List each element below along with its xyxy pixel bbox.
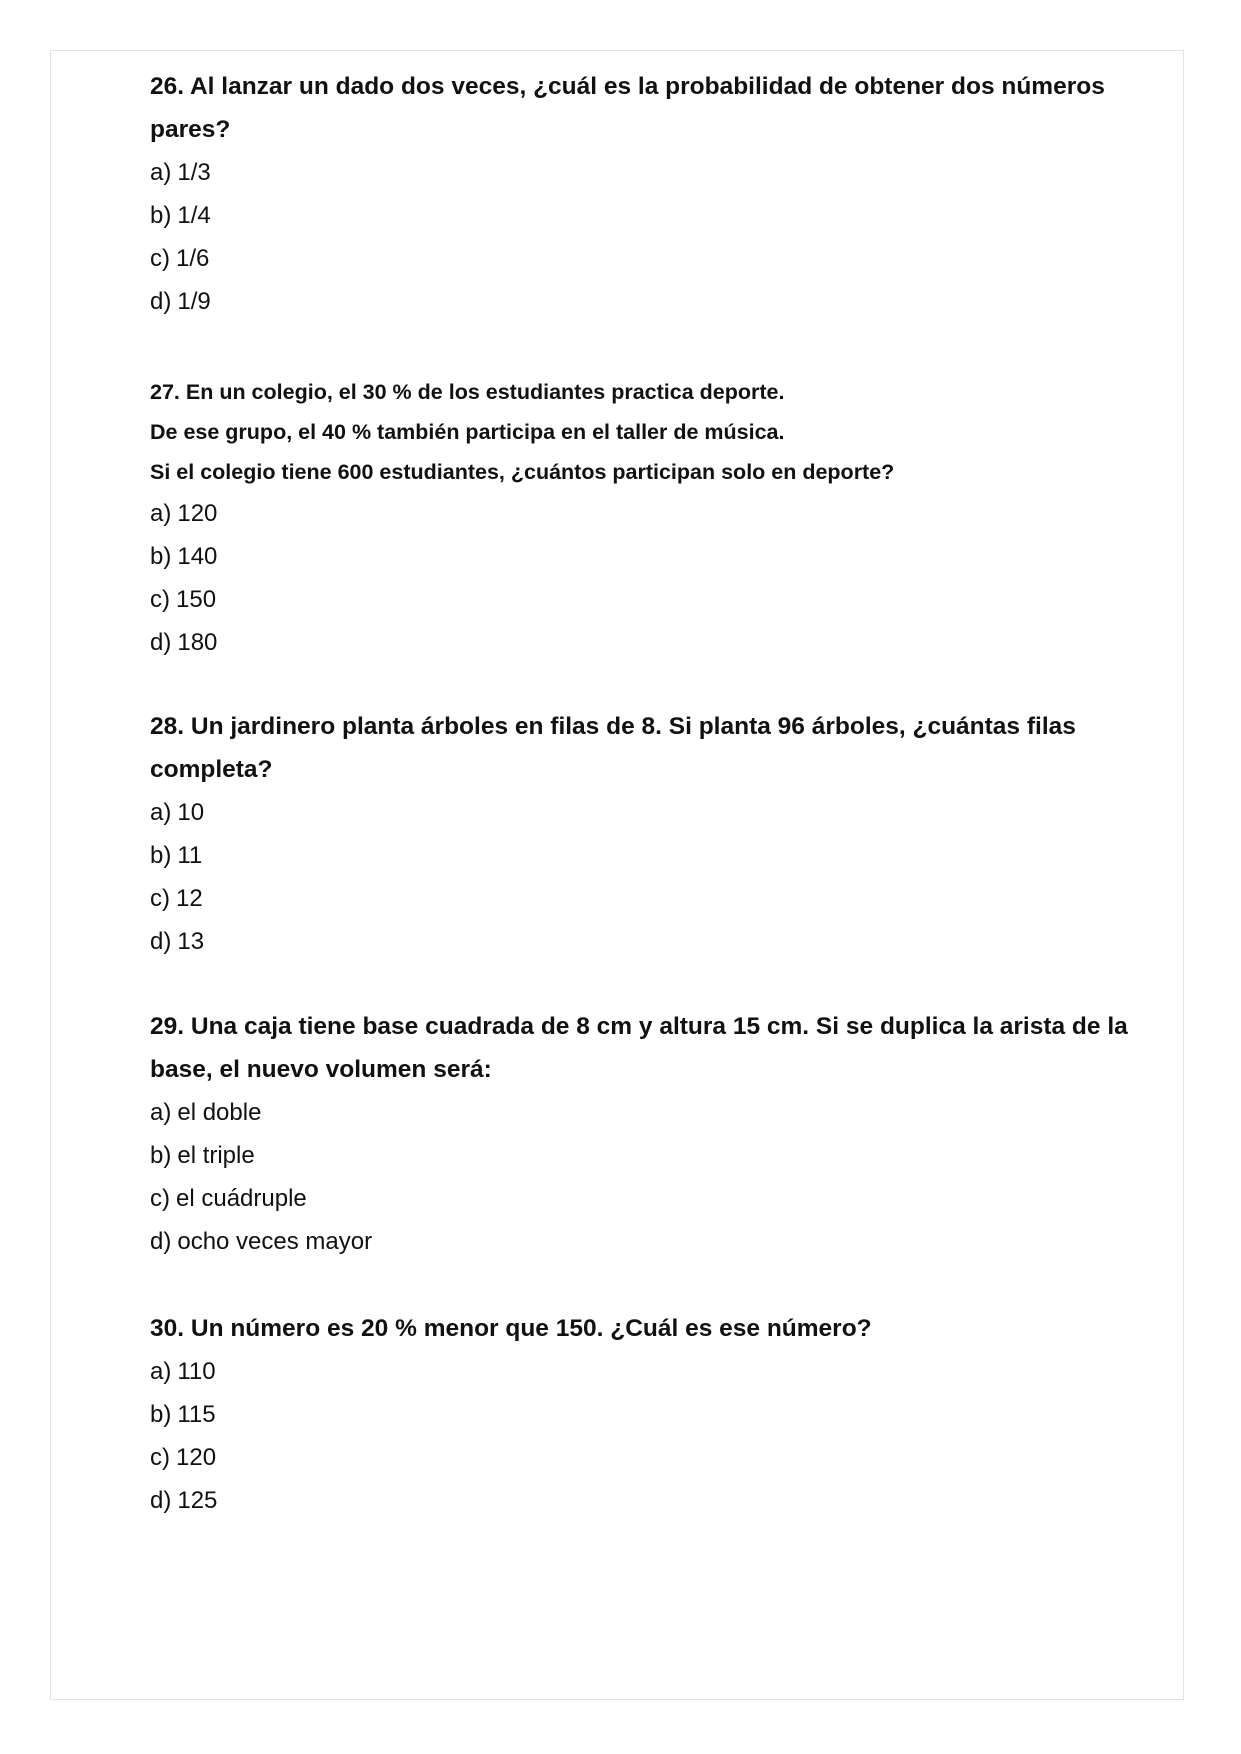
option-letter: b): [150, 1142, 172, 1169]
option-value: el doble: [177, 1099, 262, 1126]
option-letter: b): [150, 202, 172, 229]
option-letter: a): [150, 1358, 172, 1385]
question-text: [150, 1307, 1150, 1350]
answer-options: [150, 151, 1150, 323]
option-value: ocho veces mayor: [177, 1228, 373, 1255]
question-statement: Un número es 20 % menor que 150. ¿Cuál es ese número?: [190, 1315, 872, 1342]
option-a: [150, 791, 1150, 834]
option-letter: a): [150, 500, 172, 527]
question-26: [150, 65, 1150, 323]
option-value: 150: [176, 586, 217, 613]
option-value: 10: [177, 799, 205, 826]
question-statement: Una caja tiene base cuadrada de 8 cm y altura 15 cm. Si se duplica la arista de la base, el nuevo volumen será:: [150, 1013, 1128, 1083]
option-b: [150, 1393, 1150, 1436]
option-value: 140: [177, 543, 218, 570]
option-value: 1/3: [177, 159, 211, 186]
option-letter: d): [150, 629, 172, 656]
option-value: 125: [177, 1487, 218, 1514]
option-c: [150, 237, 1150, 280]
answer-options: [150, 492, 1150, 664]
option-letter: c): [150, 885, 170, 912]
question-28: [150, 705, 1150, 963]
option-value: 120: [176, 1444, 217, 1471]
option-letter: c): [150, 245, 170, 272]
option-value: el triple: [177, 1142, 255, 1169]
option-letter: d): [150, 928, 172, 955]
option-letter: d): [150, 288, 172, 315]
question-text: [150, 1005, 1150, 1091]
option-a: [150, 492, 1150, 535]
option-a: [150, 1350, 1150, 1393]
option-c: [150, 877, 1150, 920]
option-letter: c): [150, 586, 170, 613]
option-d: [150, 280, 1150, 323]
option-value: 11: [177, 842, 203, 869]
question-text: [150, 65, 1150, 151]
question-29: [150, 1005, 1150, 1263]
option-b: [150, 535, 1150, 578]
option-value: 13: [177, 928, 205, 955]
answer-options: [150, 791, 1150, 963]
option-c: [150, 578, 1150, 621]
question-number: 26.: [150, 73, 185, 100]
option-value: 1/9: [177, 288, 211, 315]
option-d: [150, 1479, 1150, 1522]
option-a: [150, 1091, 1150, 1134]
question-number: 27.: [150, 380, 180, 404]
option-value: 12: [176, 885, 203, 912]
option-d: [150, 621, 1150, 664]
option-value: 120: [177, 500, 218, 527]
option-letter: d): [150, 1487, 172, 1514]
option-value: 180: [177, 629, 218, 656]
question-line-2: De ese grupo, el 40 % también participa en el taller de música.: [150, 420, 785, 444]
option-letter: b): [150, 543, 172, 570]
question-number: 28.: [150, 713, 185, 740]
option-letter: a): [150, 1099, 172, 1126]
question-27: [150, 372, 1150, 664]
option-c: [150, 1436, 1150, 1479]
option-letter: b): [150, 842, 172, 869]
option-letter: c): [150, 1444, 170, 1471]
option-letter: d): [150, 1228, 172, 1255]
option-d: [150, 1220, 1150, 1263]
question-line-3: Si el colegio tiene 600 estudiantes, ¿cuántos participan solo en deporte?: [150, 460, 895, 484]
option-b: [150, 834, 1150, 877]
option-b: [150, 194, 1150, 237]
question-line-1: 27. En un colegio, el 30 % de los estudiantes practica deporte.: [150, 380, 785, 404]
option-value: 1/4: [177, 202, 211, 229]
question-text: [150, 372, 1150, 492]
option-letter: a): [150, 799, 172, 826]
question-text: [150, 705, 1150, 791]
option-letter: c): [150, 1185, 170, 1212]
question-statement: Un jardinero planta árboles en filas de 8. Si planta 96 árboles, ¿cuántas filas completa?: [150, 713, 1076, 783]
option-value: 115: [177, 1401, 216, 1428]
option-value: el cuádruple: [176, 1185, 307, 1212]
question-statement: Al lanzar un dado dos veces, ¿cuál es la probabilidad de obtener dos números pares?: [150, 73, 1105, 143]
question-number: 30.: [150, 1315, 185, 1342]
option-letter: b): [150, 1401, 172, 1428]
option-d: [150, 920, 1150, 963]
option-c: [150, 1177, 1150, 1220]
answer-options: [150, 1350, 1150, 1522]
option-b: [150, 1134, 1150, 1177]
option-a: [150, 151, 1150, 194]
question-30: [150, 1307, 1150, 1522]
option-value: 1/6: [176, 245, 210, 272]
option-letter: a): [150, 159, 172, 186]
question-number: 29.: [150, 1013, 185, 1040]
option-value: 110: [177, 1358, 216, 1385]
answer-options: [150, 1091, 1150, 1263]
